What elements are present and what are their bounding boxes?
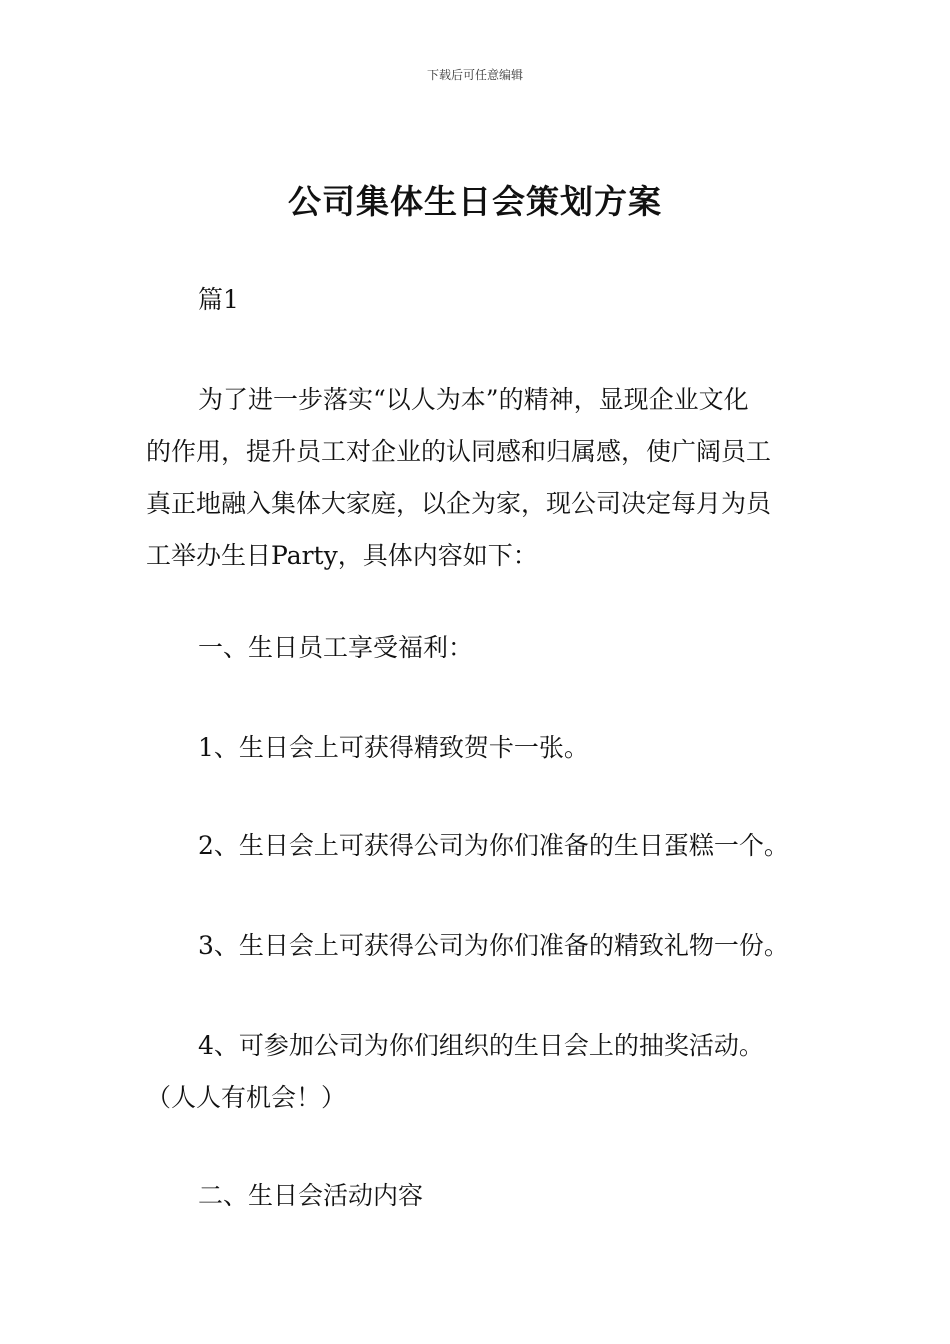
benefit-item-3: 3、生日会上可获得公司为你们准备的精致礼物一份。 <box>198 931 789 960</box>
intro-line: 为了进一步落实“以人为本”的精神，显现企业文化 <box>198 385 749 414</box>
section-label: 篇1 <box>198 285 239 314</box>
heading-activities: 二、生日会活动内容 <box>198 1181 424 1210</box>
intro-line: 真正地融入集体大家庭，以企为家，现公司决定每月为员 <box>146 489 772 518</box>
benefit-item-4-line: 4、可参加公司为你们组织的生日会上的抽奖活动。 <box>198 1031 764 1060</box>
intro-line: 工举办生日Party，具体内容如下： <box>146 541 538 570</box>
benefit-item-2: 2、生日会上可获得公司为你们准备的生日蛋糕一个。 <box>198 831 789 860</box>
heading-benefits: 一、生日员工享受福利： <box>198 633 474 662</box>
header-note: 下载后可任意编辑 <box>426 68 523 82</box>
benefit-item-4 <box>146 1020 810 1124</box>
benefit-item-1: 1、生日会上可获得精致贺卡一张。 <box>198 733 589 762</box>
intro-paragraph <box>146 374 810 582</box>
intro-line: 的作用，提升员工对企业的认同感和归属感，使广阔员工 <box>146 437 772 466</box>
benefit-item-4-line: （人人有机会！） <box>146 1083 347 1112</box>
document-title: 公司集体生日会策划方案 <box>288 182 662 221</box>
